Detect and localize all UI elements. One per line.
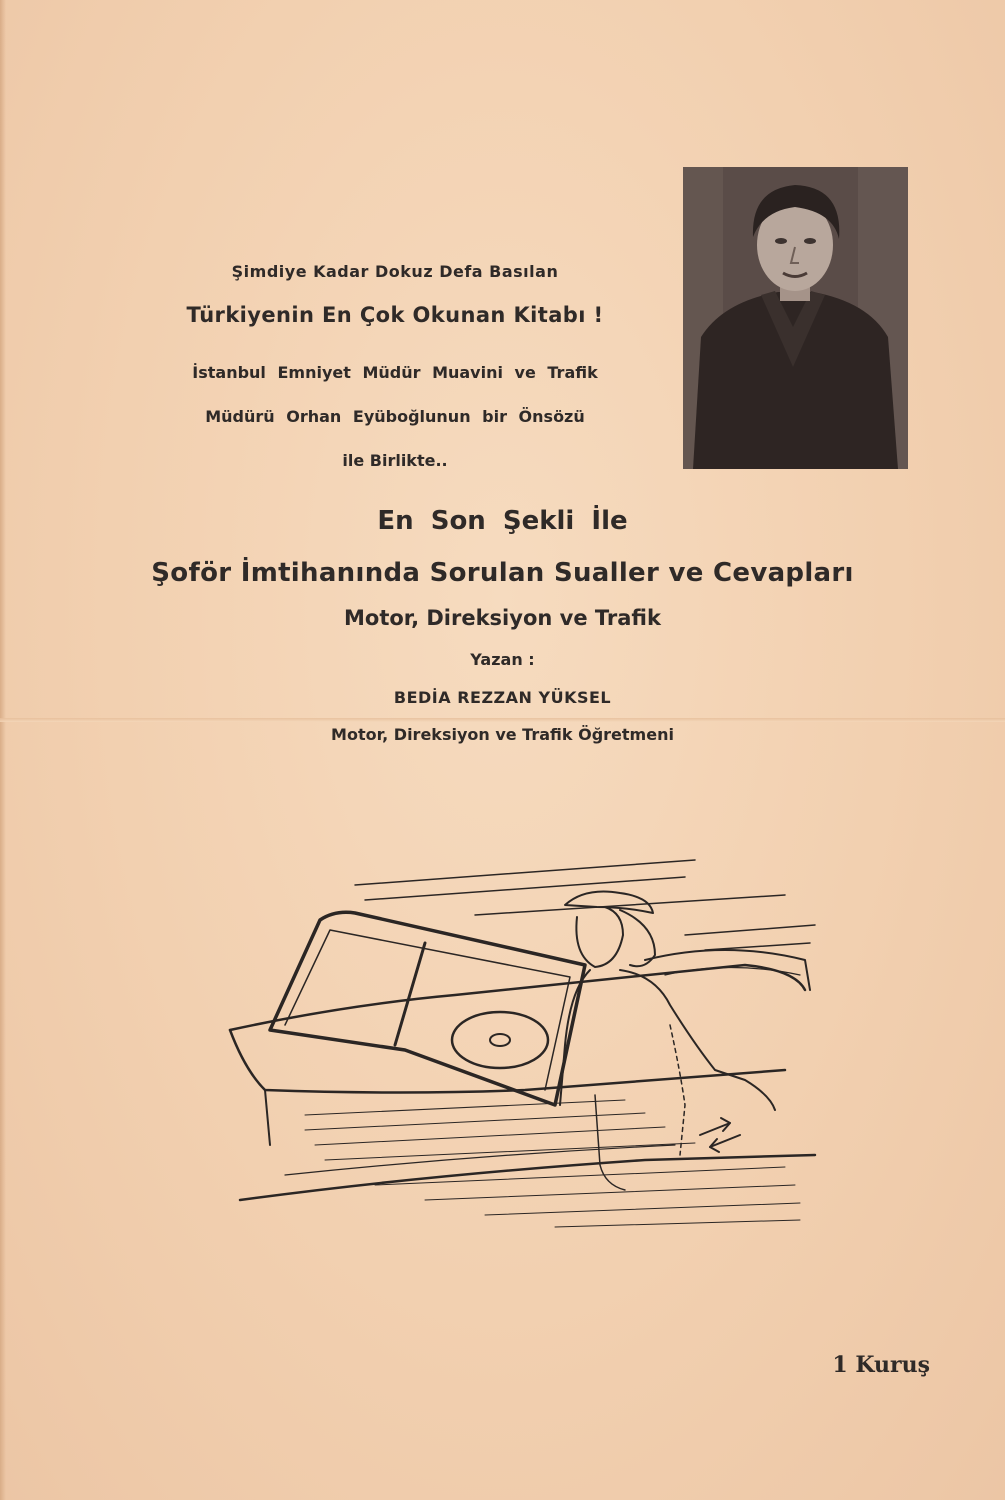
author-portrait-photo: [683, 167, 908, 469]
price-label: 1 Kuruş: [832, 1352, 930, 1378]
intro-headline: Türkiyenin En Çok Okunan Kitabı !: [186, 303, 604, 327]
portrait-icon: [683, 167, 908, 469]
intro-line-1: Şimdiye Kadar Dokuz Defa Basılan: [231, 262, 559, 281]
title-line-1: En Son Şekli İle: [377, 506, 628, 536]
intro-line-4: Müdürü Orhan Eyüboğlunun bir Önsözü: [205, 407, 585, 426]
book-subtitle: Motor, Direksiyon ve Trafik: [344, 606, 661, 630]
car-illustration-icon: [225, 855, 825, 1255]
author-role: Motor, Direksiyon ve Trafik Öğretmeni: [331, 725, 674, 744]
author-name: BEDİA REZZAN YÜKSEL: [393, 688, 612, 707]
paper-edge: [0, 0, 6, 1500]
intro-line-3: İstanbul Emniyet Müdür Muavini ve Trafik: [192, 363, 598, 382]
author-label: Yazan :: [470, 650, 535, 669]
fold-crease: [0, 718, 1005, 722]
car-driver-illustration: [225, 855, 825, 1255]
book-title: Şoför İmtihanında Sorulan Sualler ve Cevapları: [151, 558, 854, 588]
intro-line-5: ile Birlikte..: [342, 451, 448, 470]
